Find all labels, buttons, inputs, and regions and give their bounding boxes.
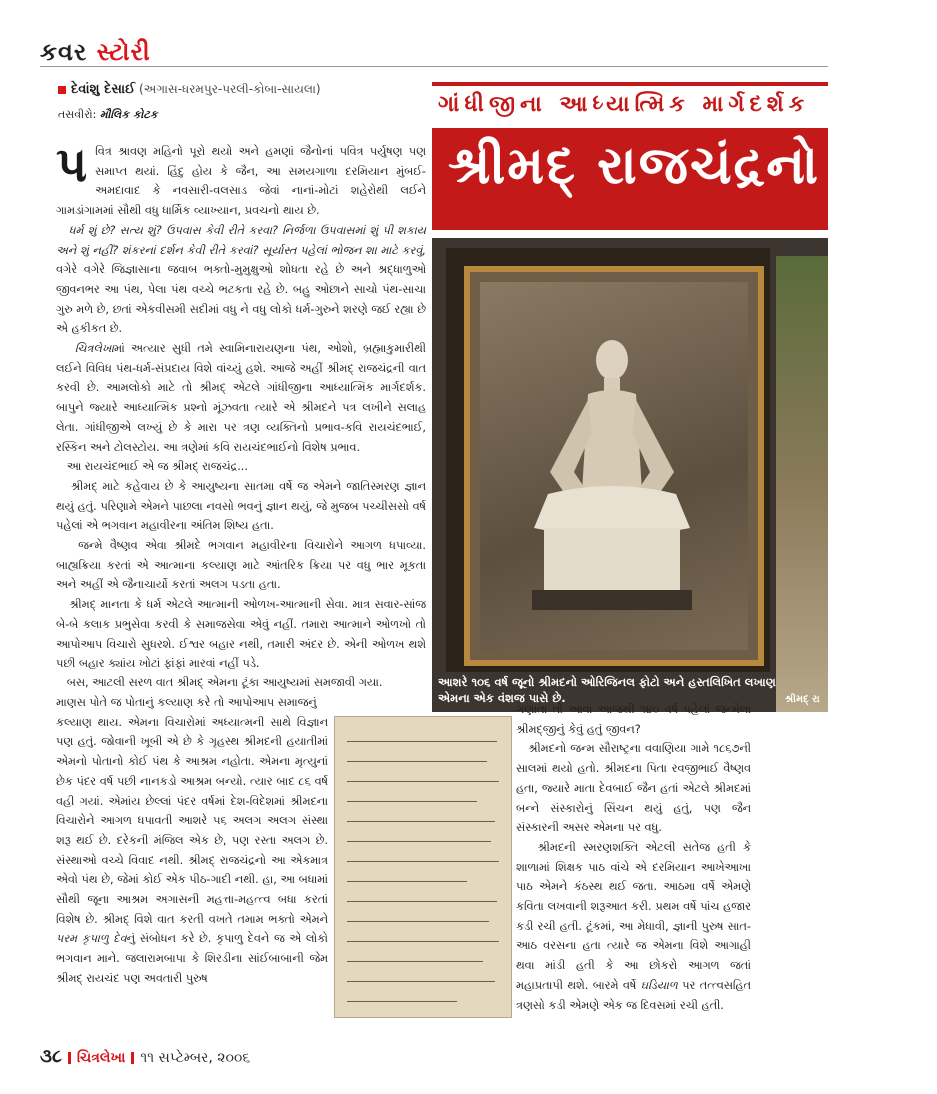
paragraph-8 [56,673,436,693]
col2-paragraph-3-a: શ્રીમદની સ્મરણશક્તિ એટલી સતેજ હતી કે શાળામાં શિક્ષક પાઠ વાંચે એ દરમિયાન આખેઆખા પાઠ એમને કંઠસ્થ થઈ જતા. આઠમા વર્ષે એમણે કવિતા લખવાની શરૂઆત કરી. પ્રથમ વર્ષે પાંચ હજાર કડી રચી હતી. ટૂંકમાં, આ મેધાવી, જ્ઞાની પુરુષ સાત-આઠ વરસના હતા ત્યારે જ એમના વિશે આગાહી થવા માંડી હતી કે આ છોકરો આગળ જતાં મહાપ્રતાપી થશે. બારમે વર્ષે [516,840,751,992]
magazine-reference: ચિત્રલેખા [74,342,115,356]
handwritten-manuscript [334,716,512,1018]
paragraph-2-rest: વગેરે વગેરે જિજ્ઞાસાના જવાબ ભક્તો-મુમુક્ષુઓ શોધતા રહે છે અને શ્રદ્ધાળુઓ જીવનભર આ પંથ, પેલા પંથ વચ્ચે ભટકતા રહે છે. બહુ ઓછાને સાચો પંથ-સાચા ગુરુ મળે છે, છતાં એકવીસમી સદીમાં વધુ ને વધુ લોકો ધર્મ-ગુરુને શરણે જઈ રહ્યા છે એ હકીકત છે. [56,263,426,336]
gold-frame-border [464,266,764,666]
background-trees [776,256,828,712]
bullet-square-icon [58,86,66,94]
paragraph-9-end: નું સંબોધન કરે છે. કૃપાળુ દેવને જ એ લોકો ભગવાન માને. જલારામબાપા કે શિરડીના સાંઈબાબાની જેમ શ્રીમદ્ રાયચંદ પણ અવતારી પુરુષ [56,932,328,985]
paragraph-9-body: કલ્યાણ થાય. એમના વિચારોમાં અધ્યાત્મની સાથે વિજ્ઞાન પણ હતું. જોવાની ખૂબી એ છે કે ગૃહસ્થ શ્રીમદની હયાતીમાં એમનો પોતાનો કોઈ પંથ કે આશ્રમ નહોતા. એમના મૃત્યુનાં છેક પંદર વર્ષ પછી નાનકડો આશ્રમ બન્યો. ત્યાર બાદ ૮૬ વર્ષ વહી ગયાં. એમાંય છેલ્લાં પંદર વર્ષમાં દેશ-વિદેશમાં શ્રીમદના વિચારોને આગળ ધપાવતી આશરે ૫૬ અલગ અલગ સંસ્થા શરૂ થઈ છે. દરેકની મંજિલ એક છે, પણ રસ્તા અલગ છે. સંસ્થાઓ વચ્ચે વિવાદ નથી. શ્રીમદ્ રાજચંદ્રનો આ એકમાત્ર એવો પંથ છે, જેમાં કોઈ એક પીઠ-ગાદી નથી. હા, આ બધામાં સૌથી જૂના આશ્રમ અગાસની મહત્તા-મહત્ત્વ બધા કરતાં વિશેષ છે. શ્રીમદ્ વિશે વાત કરતી વખતે તમામ ભક્તો એમને [56,715,328,926]
photographer-name: મૌલિક કોટક [99,108,158,121]
header-divider [40,66,828,67]
photo-caption: આશરે ૧૦૬ વર્ષ જૂનો શ્રીમદનો ઓરિજિનલ ફોટો અને હસ્તલિખિત લખાણ એમના એક વંશજ પાસે છે. [438,675,776,705]
paragraph-4 [56,457,426,477]
paragraph-1: વિત્ર શ્રાવણ મહિનો પૂરો થયો અને હમણાં જૈનોનાં પવિત્ર પર્યુષણ પણ સમાપ્ત થયાં. હિંદુ હોય કે જૈન, આ સમયગાળા દરમિયાન મુંબઈ-અમદાવાદ કે નવસારી-વલસાડ જેવાં નાનાં-મોટાં શહેરોથી લઈને ગામડાંગામમાં સૌથી વધુ ધાર્મિક વ્યાખ્યાન, પ્રવચનો થાય છે. [56,145,426,218]
footer-separator [68,1052,71,1064]
article-column-1 [56,137,427,674]
col2-paragraph-2 [516,739,751,838]
paragraph-3-rest: માં અત્યાર સુધી તમે સ્વામિનારાયણના પંથ, ઓશો, બ્રહ્માકુમારીથી લઈને વિવિધ પંથ-ધર્મ-સંપ્રદાય વિશે વાંચ્યું હશે. આજે અહીં શ્રીમદ્ રાજચંદ્રની વાત કરવી છે. આમલોકો માટે તો શ્રીમદ્ એટલે ગાંધીજીના આધ્યાત્મિક માર્ગદર્શક. બાપુને જ્યારે આધ્યાત્મિક પ્રશ્નો મૂંઝવતા ત્યારે એ શ્રીમદને પત્ર લખીને સલાહ લેતા. ગાંધીજીએ લખ્યું છે કે મારા પર ત્રણ વ્યક્તિનો પ્રભાવ-કવિ રાયચંદભાઈ, રસ્કિન અને ટોલસ્ટોય. આ ત્રણેમાં કવિ રાયચંદભાઈનો વિશેષ પ્રભાવ. [56,342,426,454]
paragraph-7-text: શ્રીમદ્ માનતા કે ધર્મ એટલે આત્માની ઓળખ-આત્માની સેવા. માત્ર સવાર-સાંજ બે-બે કલાક પ્રભુસેવા કરવી કે સમાજસેવા એવું નહીં. તમારા આત્માને ઓળખો તો આપોઆપ વિચારો સુધરશે. ઈશ્વર બહાર નથી, તમારી અંદર છે. એની ઓળખ થશે પછી બહાર ક્યાંય ખોટાં ફાંફાં મારવાં નહીં પડે. [56,598,426,671]
col2-paragraph-2-text: શ્રીમદનો જન્મ સૌરાષ્ટ્રના વવાણિયા ગામે ૧૮૬૭ની સાલમાં થયો હતો. શ્રીમદના પિતા રવજીભાઈ વૈષ્ણવ હતા, જ્યારે માતા દેવબાઈ જૈન હતાં એટલે શ્રીમદમાં બન્ને સંસ્કારોનું સિંચન થયું હતું, પણ જૈન સંસ્કારની અસર એમના પર વધુ. [516,742,751,835]
paragraph-2-questions: ધર્મ શું છે? સત્ય શું? ઉપવાસ કેવી રીતે કરવા? નિર્જળા ઉપવાસમાં શું પી શકાય અને શું નહીં? શંકરનાં દર્શન કેવી રીતે કરવાં? સૂર્યાસ્ત પહેલાં ભોજન શા માટે કરવું, [56,223,427,257]
paragraph-9-title: પરમ કૃપાળુ દેવ [56,932,127,946]
paragraph-4-text: આ રાયચંદભાઈ એ જ શ્રીમદ્ રાજચંદ્ર... [66,460,248,474]
title-banner [432,82,937,230]
section-heading [40,38,151,66]
drop-cap: પ [56,137,88,193]
photo-credit [58,108,158,122]
paragraph-8-text: બસ, આટલી સરળ વાત શ્રીમદ્ એમના ટૂંકા આયુષ્યમાં સમજાવી ગયા. [66,676,383,689]
byline [58,82,321,97]
paragraph-6-text: જન્મે વૈષ્ણવ એવા શ્રીમદે ભગવાન મહાવીરના વિચારોને આગળ ધપાવ્યા. બાહ્યક્રિયા કરતાં એ આત્માના કલ્યાણ માટે આંતરિક ક્રિયા પર વધુ ભાર મૂકતા અને અહીં એ જૈનાચાર્યો કરતાં અલગ પડતા હતા. [56,539,426,592]
paragraph-6 [56,536,426,595]
footer-separator [131,1052,134,1064]
paragraph-7 [56,595,426,674]
seated-figure-icon [480,282,736,638]
paragraph-9-lead: માણસ પોતે જ પોતાનું કલ્યાણ કરે તો આપોઆપ સમાજનું [56,696,317,709]
issue-date: ૧૧ સપ્ટેમ્બર, ૨૦૦૬ [140,1050,251,1066]
original-photo [480,282,748,650]
page-number: ૩૮ [40,1046,62,1067]
paragraph-5-text: શ્રીમદ્ માટે કહેવાય છે કે આયુષ્યના સાતમા વર્ષે જ એમને જાતિસ્મરણ જ્ઞાન થયું હતું. પરિણામે એમને પાછલા નવસો ભવનું જ્ઞાન થયું, જે મુજબ પચ્ચીસસો વર્ષ પહેલાં એ ભગવાન મહાવીરના અંતિમ શિષ્ય હતા. [56,479,426,533]
article-column-1-narrow [56,693,328,989]
section-prefix: કવર [40,38,97,66]
photo-corner-caption: શ્રીમદ્ રા [785,694,820,705]
article-column-2 [516,700,751,1015]
col2-paragraph-3 [516,838,751,1015]
photo-frame [446,248,770,672]
author-name: દેવાંશુ દેસાઈ [71,82,136,97]
photo-credit-label: તસવીરો: [58,108,100,121]
paragraph-5 [56,477,426,536]
paragraph-3 [56,339,426,457]
banner-subtitle-strip [432,86,828,128]
col2-poem-title: ઘડિયાળ [640,978,678,992]
banner-title: શ્રીમદ્ રાજચંદ્રનો દેશ- [448,136,937,196]
banner-subtitle: ગાંધીજીના આધ્યાત્મિક માર્ગદર્શક [438,92,810,117]
magazine-name: ચિત્રલેખા [76,1050,126,1066]
paragraph-2 [56,221,426,339]
author-places: (અગાસ-ધરમપુર-પરલી-કોબા-સાયલા) [135,82,321,96]
framed-photo [432,238,828,712]
section-accent: સ્ટોરી [96,38,151,66]
paragraph-9 [56,713,328,989]
col2-paragraph-1: ગણાતા તો આવા આજથી ૧૪૦ વર્ષ પહેલાં જન્મેલા શ્રીમદ્જીનું કેવું હતું જીવન? [516,703,751,736]
page-footer [40,1046,250,1067]
col2-paragraph-3-b: પર તત્ત્વસહિત ત્રણસો કડી એમણે એક જ દિવસમાં રચી હતી. [516,978,751,1012]
